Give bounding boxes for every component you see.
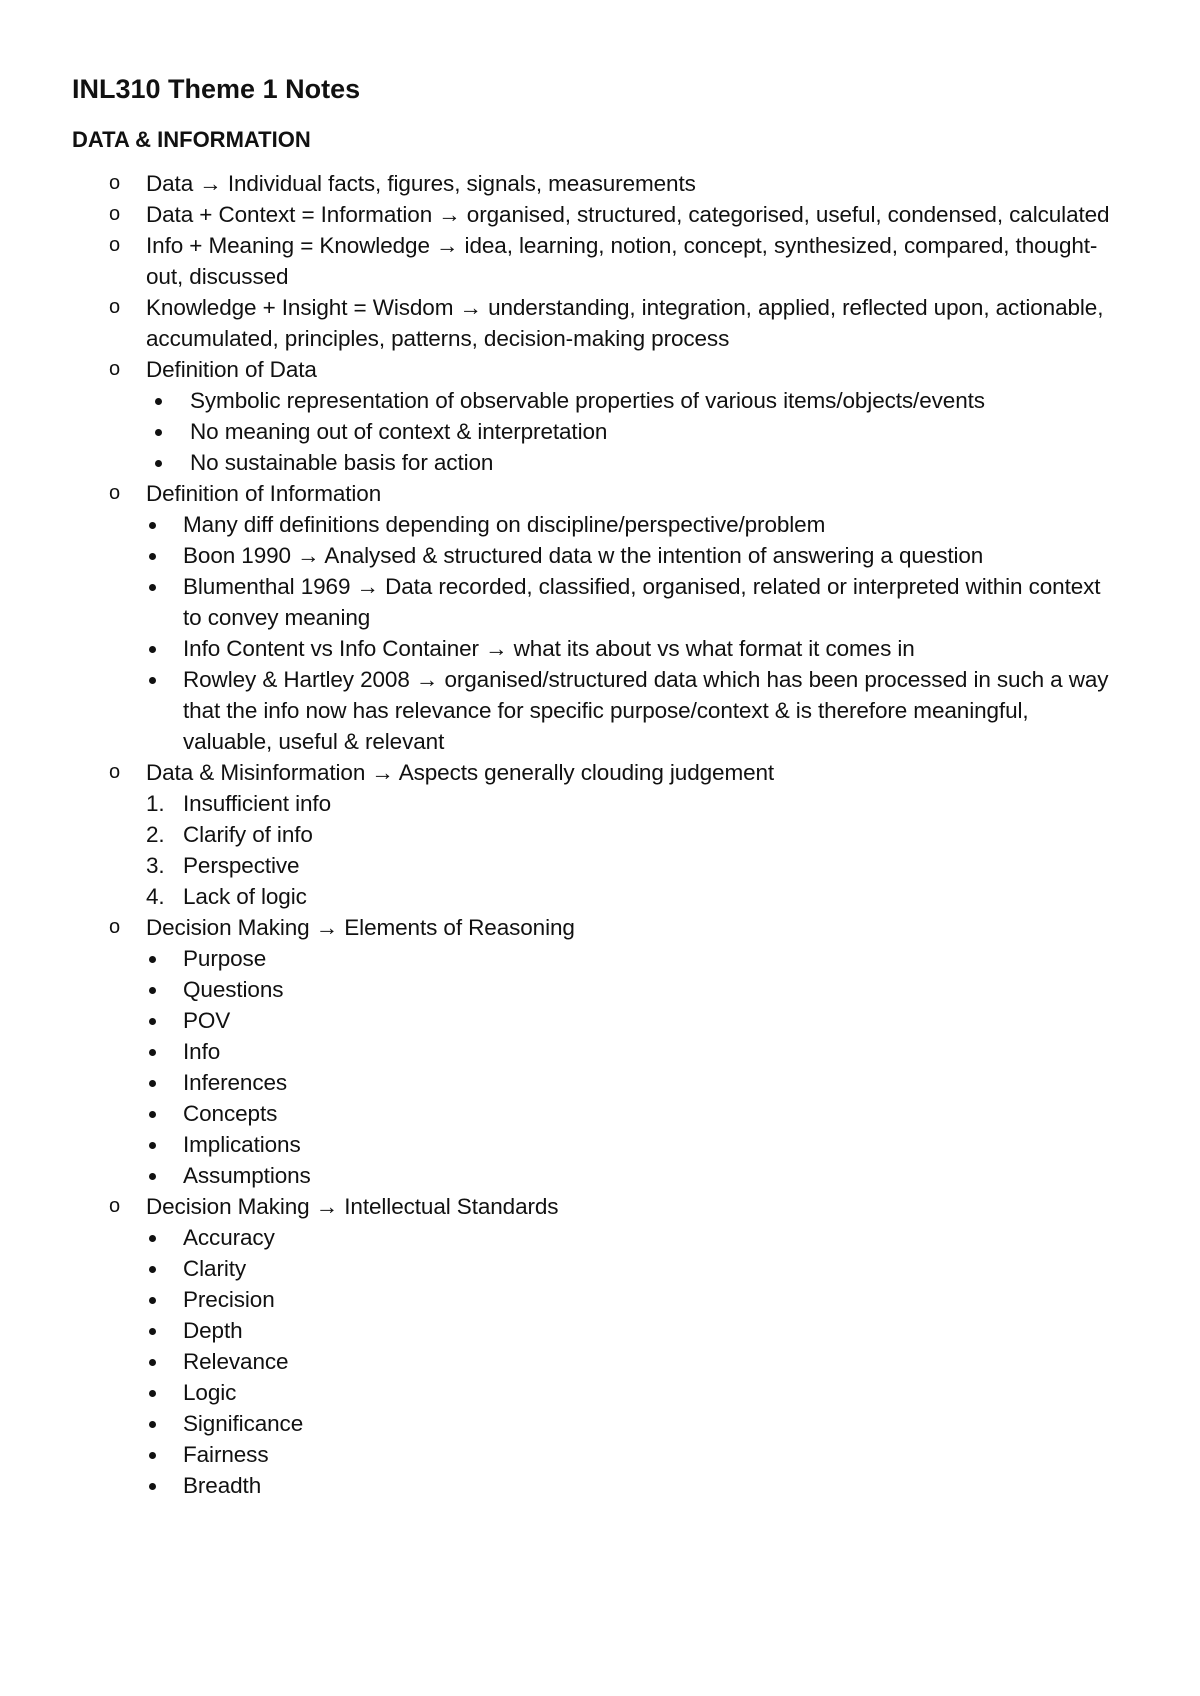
sub-item [0,664,1200,757]
bullet-icon [149,1142,156,1149]
outline-item [0,912,1200,943]
sub-item-text: Significance [183,1411,304,1436]
sub-item-text: Boon 1990 → Analysed & structured data w the intention of answering a question [183,543,984,568]
sub-item-text: Concepts [183,1101,278,1126]
list-marker: o [109,172,121,194]
sub-item-text: Info Content vs Info Container → what its about vs what format it comes in [183,636,915,661]
sub-item [0,571,1200,633]
sub-item [0,819,1200,850]
sub-item-text: Breadth [183,1473,262,1498]
sub-item-text: Assumptions [183,1163,311,1188]
sub-item-text: Insufficient info [183,791,331,816]
sub-item [0,633,1200,664]
sub-item [0,540,1200,571]
bullet-icon [149,1173,156,1180]
outline-item-text: Knowledge + Insight = Wisdom → understanding, integration, applied, reflected upon, actionable, accumulated, principles, patterns, decision-making process [146,295,1104,351]
list-marker: o [109,761,121,783]
sub-item-text: Implications [183,1132,301,1157]
bullet-icon [149,1483,156,1490]
sub-item-text: Inferences [183,1070,288,1095]
outline-item-text: Data & Misinformation → Aspects generally clouding judgement [146,760,775,785]
sub-item [0,1470,1200,1501]
section-heading: DATA & INFORMATION [72,127,311,152]
sub-item [0,881,1200,912]
list-marker: o [109,1195,121,1217]
bullet-icon [149,1080,156,1087]
sub-item-text: No meaning out of context & interpretation [190,419,608,444]
bullet-icon [149,1421,156,1428]
bullet-icon [149,1359,156,1366]
bullet-icon [149,1049,156,1056]
outline-item-text: Definition of Information [146,481,382,506]
sub-item-text: Purpose [183,946,267,971]
item-number: 3. [146,853,165,878]
item-number: 2. [146,822,165,847]
sub-item [0,1253,1200,1284]
document-title: INL310 Theme 1 Notes [72,74,361,104]
sub-item-text: Accuracy [183,1225,275,1250]
bullet-icon [149,522,156,529]
sub-item [0,1005,1200,1036]
outline-item [0,292,1200,354]
item-number: 1. [146,791,165,816]
bullet-icon [149,956,156,963]
sub-item [0,788,1200,819]
outline-item [0,1191,1200,1222]
sub-item [0,1067,1200,1098]
bullet-icon [149,646,156,653]
sub-item-text: Questions [183,977,284,1002]
bullet-icon [149,1328,156,1335]
list-marker: o [109,203,121,225]
bullet-icon [149,677,156,684]
outline-item-text: Info + Meaning = Knowledge → idea, learning, notion, concept, synthesized, compared, thought-out, discussed [146,233,1098,289]
bullet-icon [149,1452,156,1459]
sub-item-text: Many diff definitions depending on discipline/perspective/problem [183,512,826,537]
sub-item-text: Clarify of info [183,822,313,847]
bullet-icon [149,1235,156,1242]
sub-item-text: Blumenthal 1969 → Data recorded, classified, organised, related or interpreted within context to convey meaning [183,574,1101,630]
outline-item [0,478,1200,509]
sub-item-text: Symbolic representation of observable properties of various items/objects/events [190,388,985,413]
bullet-icon [149,584,156,591]
outline-item-text: Decision Making → Elements of Reasoning [146,915,575,940]
sub-item [0,943,1200,974]
sub-item-text: Rowley & Hartley 2008 → organised/structured data which has been processed in such a way that the info now has relevance for specific purpose/context & is therefore meaningful, valuable, useful & relevant [183,667,1109,754]
sub-item [0,850,1200,881]
bullet-icon [149,1018,156,1025]
list-marker: o [109,296,121,318]
sub-item-text: Lack of logic [183,884,307,909]
sub-item-text: Fairness [183,1442,269,1467]
sub-item-text: POV [183,1008,231,1033]
sub-item-text: Depth [183,1318,243,1343]
notes-outline [0,168,1200,1501]
sub-item [0,1377,1200,1408]
outline-item-text: Definition of Data [146,357,317,382]
sub-item [0,1222,1200,1253]
sub-item [0,1129,1200,1160]
sub-item-text: Clarity [183,1256,247,1281]
list-marker: o [109,234,121,256]
sub-item-text: Info [183,1039,221,1064]
list-marker: o [109,916,121,938]
bullet-icon [149,553,156,560]
outline-item [0,354,1200,385]
sub-item [0,1036,1200,1067]
bullet-icon [155,398,162,405]
outline-item-text: Data + Context = Information → organised, structured, categorised, useful, condensed, calculated [146,202,1110,227]
sub-item-text: Logic [183,1380,237,1405]
sub-item [0,1408,1200,1439]
outline-item [0,230,1200,292]
bullet-icon [149,1390,156,1397]
sub-item [0,1439,1200,1470]
sub-item [0,385,1200,416]
bullet-icon [149,1266,156,1273]
outline-item [0,168,1200,199]
item-number: 4. [146,884,165,909]
sub-item [0,509,1200,540]
sub-item-text: Relevance [183,1349,289,1374]
sub-item [0,974,1200,1005]
sub-item [0,1315,1200,1346]
outline-item-text: Decision Making → Intellectual Standards [146,1194,559,1219]
sub-item [0,1284,1200,1315]
outline-item [0,757,1200,788]
bullet-icon [149,1297,156,1304]
sub-item-text: No sustainable basis for action [190,450,494,475]
list-marker: o [109,482,121,504]
bullet-icon [149,987,156,994]
sub-item [0,447,1200,478]
outline-item-text: Data → Individual facts, figures, signals, measurements [146,171,696,196]
list-marker: o [109,358,121,380]
bullet-icon [155,460,162,467]
sub-item [0,1346,1200,1377]
sub-item [0,416,1200,447]
bullet-icon [149,1111,156,1118]
sub-item-text: Perspective [183,853,300,878]
sub-item [0,1098,1200,1129]
sub-item [0,1160,1200,1191]
sub-item-text: Precision [183,1287,275,1312]
outline-item [0,199,1200,230]
bullet-icon [155,429,162,436]
